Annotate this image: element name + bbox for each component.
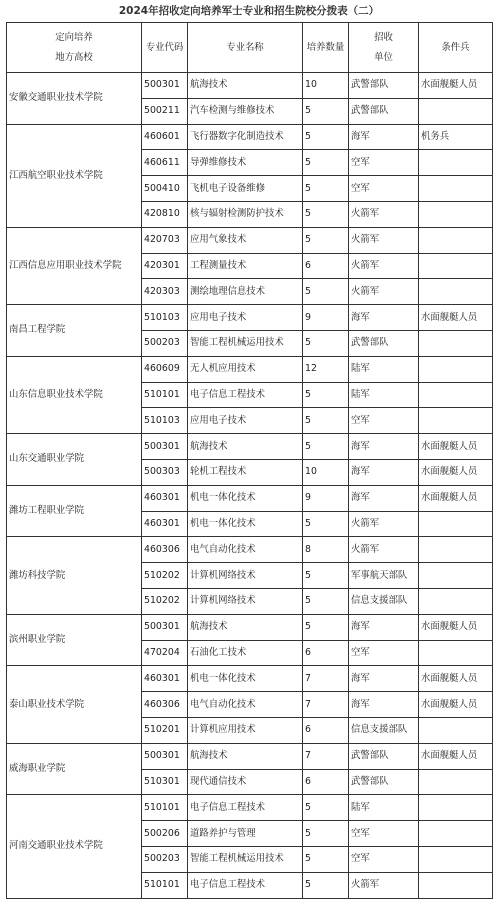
cell-unit: 陆军 — [349, 356, 419, 382]
cell-major: 测绘地理信息技术 — [188, 279, 303, 305]
cell-cond — [419, 588, 493, 614]
cell-code: 510103 — [142, 408, 188, 434]
cell-major: 航海技术 — [188, 73, 303, 99]
cell-major: 机电一体化技术 — [188, 485, 303, 511]
cell-count: 5 — [303, 176, 349, 202]
allocation-table — [6, 22, 493, 899]
header-unit-line2: 单位 — [374, 51, 393, 63]
cell-code: 500301 — [142, 743, 188, 769]
cell-major: 石油化工技术 — [188, 640, 303, 666]
cell-school: 河南交通职业技术学院 — [7, 795, 142, 898]
cell-count: 5 — [303, 279, 349, 305]
cell-major: 核与辐射检测防护技术 — [188, 201, 303, 227]
cell-code: 500203 — [142, 846, 188, 872]
table-body — [7, 73, 493, 899]
cell-unit: 海军 — [349, 459, 419, 485]
cell-code: 510301 — [142, 769, 188, 795]
cell-unit: 海军 — [349, 692, 419, 718]
table-header-row — [7, 23, 493, 73]
header-code: 专业代码 — [142, 23, 188, 73]
cell-cond: 机务兵 — [419, 124, 493, 150]
cell-code: 500211 — [142, 98, 188, 124]
cell-unit: 信息支援部队 — [349, 588, 419, 614]
cell-major: 应用电子技术 — [188, 305, 303, 331]
cell-cond — [419, 227, 493, 253]
cell-unit: 空军 — [349, 150, 419, 176]
cell-cond — [419, 176, 493, 202]
cell-cond: 水面舰艇人员 — [419, 743, 493, 769]
header-unit-line1: 招收 — [374, 31, 393, 43]
cell-major: 现代通信技术 — [188, 769, 303, 795]
cell-school: 南昌工程学院 — [7, 305, 142, 357]
cell-cond — [419, 821, 493, 847]
cell-code: 500301 — [142, 434, 188, 460]
cell-cond — [419, 846, 493, 872]
table-row — [7, 537, 493, 563]
cell-code: 510101 — [142, 872, 188, 898]
cell-major: 无人机应用技术 — [188, 356, 303, 382]
cell-code: 460306 — [142, 692, 188, 718]
cell-count: 5 — [303, 588, 349, 614]
cell-cond — [419, 717, 493, 743]
cell-code: 510103 — [142, 305, 188, 331]
cell-unit: 火箭军 — [349, 511, 419, 537]
cell-code: 470204 — [142, 640, 188, 666]
table-row — [7, 743, 493, 769]
cell-unit: 陆军 — [349, 795, 419, 821]
cell-code: 500203 — [142, 330, 188, 356]
table-row — [7, 124, 493, 150]
header-school-line1: 定向培养 — [55, 31, 93, 43]
cell-unit: 海军 — [349, 305, 419, 331]
cell-school: 山东信息职业技术学院 — [7, 356, 142, 433]
cell-count: 5 — [303, 563, 349, 589]
cell-cond — [419, 150, 493, 176]
cell-code: 420810 — [142, 201, 188, 227]
cell-major: 航海技术 — [188, 434, 303, 460]
cell-code: 460601 — [142, 124, 188, 150]
cell-cond — [419, 382, 493, 408]
table-row — [7, 305, 493, 331]
cell-major: 航海技术 — [188, 614, 303, 640]
cell-cond — [419, 872, 493, 898]
cell-unit: 火箭军 — [349, 201, 419, 227]
cell-major: 智能工程机械运用技术 — [188, 846, 303, 872]
cell-count: 7 — [303, 743, 349, 769]
page-title: 2024年招收定向培养军士专业和招生院校分拨表（二） — [118, 5, 380, 17]
table-row — [7, 614, 493, 640]
cell-major: 计算机网络技术 — [188, 563, 303, 589]
cell-count: 7 — [303, 692, 349, 718]
cell-count: 12 — [303, 356, 349, 382]
cell-school: 安徽交通职业技术学院 — [7, 73, 142, 125]
cell-count: 5 — [303, 124, 349, 150]
cell-code: 500301 — [142, 614, 188, 640]
cell-cond — [419, 98, 493, 124]
header-count: 培养数量 — [303, 23, 349, 73]
cell-code: 460306 — [142, 537, 188, 563]
cell-unit: 武警部队 — [349, 743, 419, 769]
cell-count: 9 — [303, 485, 349, 511]
cell-code: 510101 — [142, 795, 188, 821]
cell-cond — [419, 279, 493, 305]
cell-major: 机电一体化技术 — [188, 511, 303, 537]
cell-code: 510101 — [142, 382, 188, 408]
cell-code: 420303 — [142, 279, 188, 305]
cell-school: 泰山职业技术学院 — [7, 666, 142, 743]
cell-unit: 空军 — [349, 408, 419, 434]
cell-count: 5 — [303, 872, 349, 898]
cell-cond: 水面舰艇人员 — [419, 485, 493, 511]
cell-major: 电子信息工程技术 — [188, 382, 303, 408]
cell-unit: 火箭军 — [349, 872, 419, 898]
cell-school: 江西航空职业技术学院 — [7, 124, 142, 227]
table-row — [7, 434, 493, 460]
cell-major: 应用电子技术 — [188, 408, 303, 434]
cell-unit: 武警部队 — [349, 73, 419, 99]
cell-unit: 火箭军 — [349, 253, 419, 279]
header-major: 专业名称 — [188, 23, 303, 73]
cell-unit: 陆军 — [349, 382, 419, 408]
cell-count: 6 — [303, 253, 349, 279]
cell-cond: 水面舰艇人员 — [419, 434, 493, 460]
cell-count: 5 — [303, 614, 349, 640]
cell-unit: 海军 — [349, 666, 419, 692]
cell-cond — [419, 640, 493, 666]
cell-code: 420301 — [142, 253, 188, 279]
cell-code: 500410 — [142, 176, 188, 202]
cell-school: 江西信息应用职业技术学院 — [7, 227, 142, 304]
cell-major: 轮机工程技术 — [188, 459, 303, 485]
cell-code: 510202 — [142, 588, 188, 614]
cell-cond — [419, 356, 493, 382]
cell-code: 420703 — [142, 227, 188, 253]
cell-code: 460609 — [142, 356, 188, 382]
cell-unit: 军事航天部队 — [349, 563, 419, 589]
table-row — [7, 666, 493, 692]
cell-major: 飞行器数字化制造技术 — [188, 124, 303, 150]
cell-unit: 海军 — [349, 485, 419, 511]
cell-cond — [419, 795, 493, 821]
cell-code: 510202 — [142, 563, 188, 589]
cell-unit: 武警部队 — [349, 98, 419, 124]
cell-major: 计算机网络技术 — [188, 588, 303, 614]
cell-count: 5 — [303, 408, 349, 434]
cell-count: 5 — [303, 434, 349, 460]
cell-major: 电气自动化技术 — [188, 692, 303, 718]
cell-unit: 空军 — [349, 846, 419, 872]
cell-unit: 空军 — [349, 640, 419, 666]
cell-cond — [419, 408, 493, 434]
cell-cond: 水面舰艇人员 — [419, 666, 493, 692]
cell-count: 7 — [303, 666, 349, 692]
cell-school: 山东交通职业学院 — [7, 434, 142, 486]
header-unit — [349, 23, 419, 73]
header-cond: 条件兵 — [419, 23, 493, 73]
cell-cond — [419, 253, 493, 279]
cell-count: 5 — [303, 201, 349, 227]
cell-major: 智能工程机械运用技术 — [188, 330, 303, 356]
cell-count: 6 — [303, 640, 349, 666]
cell-count: 5 — [303, 511, 349, 537]
cell-code: 460611 — [142, 150, 188, 176]
cell-unit: 海军 — [349, 434, 419, 460]
cell-count: 5 — [303, 846, 349, 872]
cell-unit: 海军 — [349, 124, 419, 150]
table-row — [7, 485, 493, 511]
cell-unit: 信息支援部队 — [349, 717, 419, 743]
cell-count: 5 — [303, 382, 349, 408]
cell-unit: 空军 — [349, 176, 419, 202]
cell-major: 航海技术 — [188, 743, 303, 769]
cell-code: 500206 — [142, 821, 188, 847]
cell-unit: 火箭军 — [349, 537, 419, 563]
cell-unit: 火箭军 — [349, 227, 419, 253]
cell-school: 潍坊工程职业学院 — [7, 485, 142, 537]
cell-major: 计算机应用技术 — [188, 717, 303, 743]
cell-cond: 水面舰艇人员 — [419, 73, 493, 99]
cell-major: 飞机电子设备维修 — [188, 176, 303, 202]
cell-count: 5 — [303, 330, 349, 356]
cell-code: 460301 — [142, 485, 188, 511]
cell-cond — [419, 563, 493, 589]
table-row — [7, 73, 493, 99]
cell-major: 道路养护与管理 — [188, 821, 303, 847]
cell-unit: 武警部队 — [349, 769, 419, 795]
cell-major: 应用气象技术 — [188, 227, 303, 253]
cell-school: 威海职业学院 — [7, 743, 142, 795]
cell-count: 6 — [303, 769, 349, 795]
cell-unit: 武警部队 — [349, 330, 419, 356]
cell-code: 500303 — [142, 459, 188, 485]
table-row — [7, 227, 493, 253]
cell-unit: 火箭军 — [349, 279, 419, 305]
cell-cond — [419, 537, 493, 563]
cell-count: 10 — [303, 459, 349, 485]
cell-major: 电气自动化技术 — [188, 537, 303, 563]
cell-count: 8 — [303, 537, 349, 563]
cell-count: 5 — [303, 98, 349, 124]
cell-count: 10 — [303, 73, 349, 99]
cell-count: 9 — [303, 305, 349, 331]
cell-cond: 水面舰艇人员 — [419, 614, 493, 640]
cell-major: 电子信息工程技术 — [188, 872, 303, 898]
cell-count: 5 — [303, 821, 349, 847]
cell-code: 460301 — [142, 666, 188, 692]
cell-count: 5 — [303, 227, 349, 253]
cell-code: 510201 — [142, 717, 188, 743]
cell-major: 电子信息工程技术 — [188, 795, 303, 821]
cell-count: 5 — [303, 795, 349, 821]
cell-school: 潍坊科技学院 — [7, 537, 142, 614]
cell-unit: 空军 — [349, 821, 419, 847]
table-row — [7, 356, 493, 382]
cell-major: 工程测量技术 — [188, 253, 303, 279]
cell-cond: 水面舰艇人员 — [419, 305, 493, 331]
cell-count: 5 — [303, 150, 349, 176]
table-row — [7, 795, 493, 821]
header-school-line2: 地方高校 — [55, 51, 93, 63]
cell-cond — [419, 330, 493, 356]
cell-school: 滨州职业学院 — [7, 614, 142, 666]
header-school — [7, 23, 142, 73]
cell-cond — [419, 769, 493, 795]
cell-cond — [419, 511, 493, 537]
cell-unit: 海军 — [349, 614, 419, 640]
cell-cond: 水面舰艇人员 — [419, 692, 493, 718]
cell-cond — [419, 201, 493, 227]
cell-major: 机电一体化技术 — [188, 666, 303, 692]
cell-code: 460301 — [142, 511, 188, 537]
cell-count: 6 — [303, 717, 349, 743]
cell-major: 汽车检测与维修技术 — [188, 98, 303, 124]
cell-cond: 水面舰艇人员 — [419, 459, 493, 485]
cell-code: 500301 — [142, 73, 188, 99]
cell-major: 导弹维修技术 — [188, 150, 303, 176]
